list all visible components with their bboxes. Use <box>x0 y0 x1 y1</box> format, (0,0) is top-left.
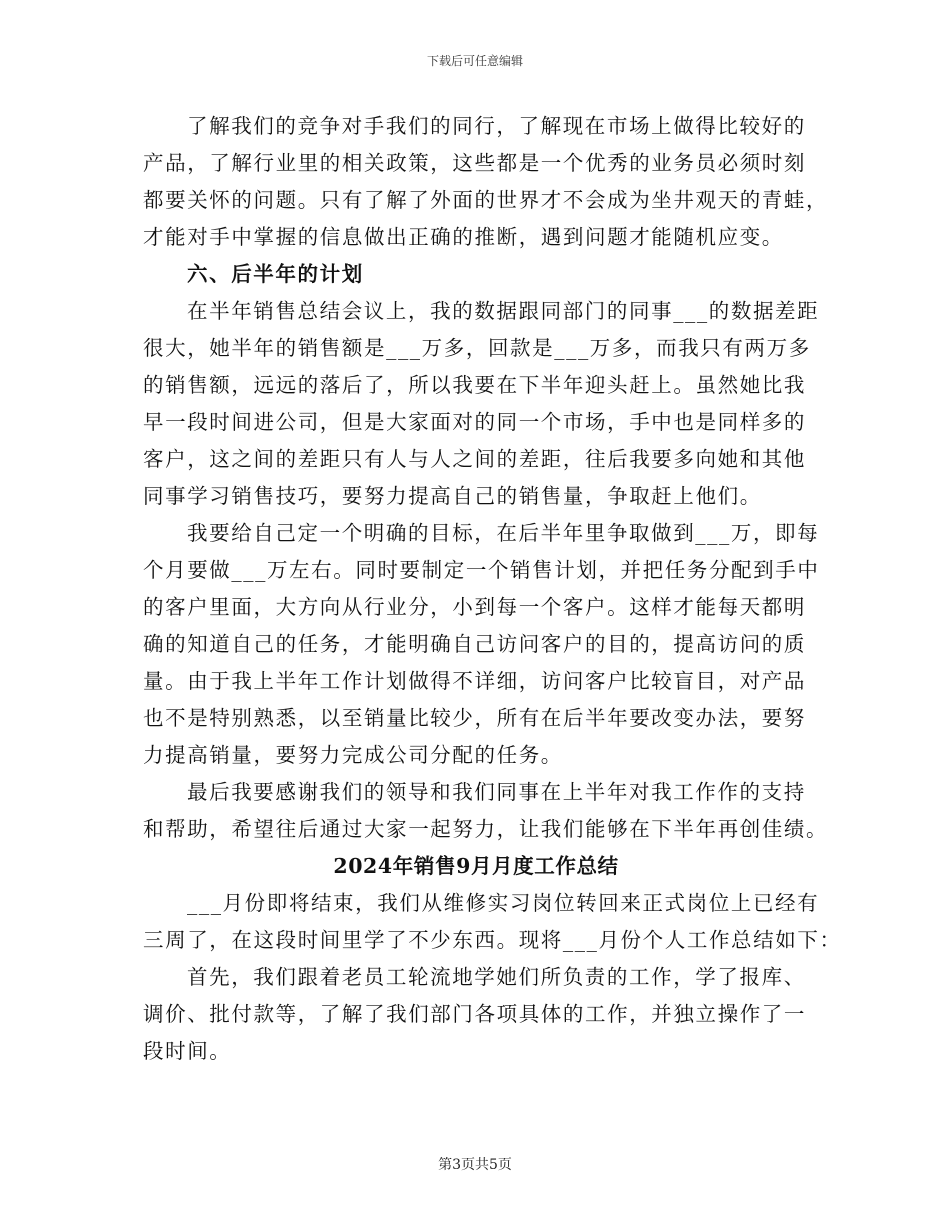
paragraph-line: 三周了，在这段时间里学了不少东西。现将___月份个人工作总结如下： <box>143 928 842 952</box>
document-title: 2024年销售9月月度工作总结 <box>333 854 619 878</box>
paragraph-line: 在半年销售总结会议上，我的数据跟同部门的同事___的数据差距 <box>187 299 820 323</box>
paragraph-line: 才能对手中掌握的信息做出正确的推断，遇到问题才能随机应变。 <box>143 225 784 249</box>
paragraph-line: 量。由于我上半年工作计划做得不详细，访问客户比较盲目，对产品 <box>143 669 806 693</box>
paragraph-line: 调价、批付款等，了解了我们部门各项具体的工作，并独立操作了一 <box>143 1002 806 1026</box>
paragraph-line: 和帮助，希望往后通过大家一起努力，让我们能够在下半年再创佳绩。 <box>143 817 829 841</box>
page-header: 下载后可任意编辑 <box>426 54 523 68</box>
paragraph-line: 确的知道自己的任务，才能明确自己访问客户的目的，提高访问的质 <box>143 632 806 656</box>
paragraph-line: 很大，她半年的销售额是___万多，回款是___万多，而我只有两万多 <box>143 336 811 360</box>
section-heading: 六、后半年的计划 <box>187 262 364 286</box>
paragraph-line: 也不是特别熟悉，以至销量比较少，所有在后半年要改变办法，要努 <box>143 706 806 730</box>
paragraph-line: 首先，我们跟着老员工轮流地学她们所负责的工作，学了报库、 <box>187 965 806 989</box>
paragraph-line: 个月要做___万左右。同时要制定一个销售计划，并把任务分配到手中 <box>143 558 820 582</box>
paragraph-line: 早一段时间进公司，但是大家面对的同一个市场，手中也是同样多的 <box>143 410 806 434</box>
paragraph-line: 最后我要感谢我们的领导和我们同事在上半年对我工作作的支持 <box>187 780 806 804</box>
paragraph-month-intro <box>143 885 842 959</box>
paragraph-line: 了解我们的竞争对手我们的同行，了解现在市场上做得比较好的 <box>187 114 806 138</box>
paragraph-line: 同事学习销售技巧，要努力提高自己的销售量，争取赶上他们。 <box>143 484 762 508</box>
paragraph-competitors <box>143 108 829 256</box>
paragraph-sales-gap <box>143 293 820 515</box>
paragraph-line: 我要给自己定一个明确的目标，在后半年里争取做到___万，即每 <box>187 521 820 545</box>
paragraph-line: 力提高销量，要努力完成公司分配的任务。 <box>143 743 563 767</box>
paragraph-line: 段时间。 <box>143 1039 232 1063</box>
paragraph-line: 产品，了解行业里的相关政策，这些都是一个优秀的业务员必须时刻 <box>143 151 806 175</box>
paragraph-first-tasks <box>143 959 809 1070</box>
page-number: 第3页共5页 <box>438 1157 512 1173</box>
paragraph-line: 客户，这之间的差距只有人与人之间的差距，往后我要多向她和其他 <box>143 447 806 471</box>
document-body <box>143 108 842 1070</box>
paragraph-line: 的销售额，远远的落后了，所以我要在下半年迎头赶上。虽然她比我 <box>143 373 806 397</box>
paragraph-line: 的客户里面，大方向从行业分，小到每一个客户。这样才能每天都明 <box>143 595 806 619</box>
paragraph-line: 都要关怀的问题。只有了解了外面的世界才不会成为坐井观天的青蛙， <box>143 188 829 212</box>
paragraph-line: ___月份即将结束，我们从维修实习岗位转回来正式岗位上已经有 <box>187 891 820 915</box>
paragraph-thanks <box>143 774 829 848</box>
paragraph-goals <box>143 515 820 774</box>
